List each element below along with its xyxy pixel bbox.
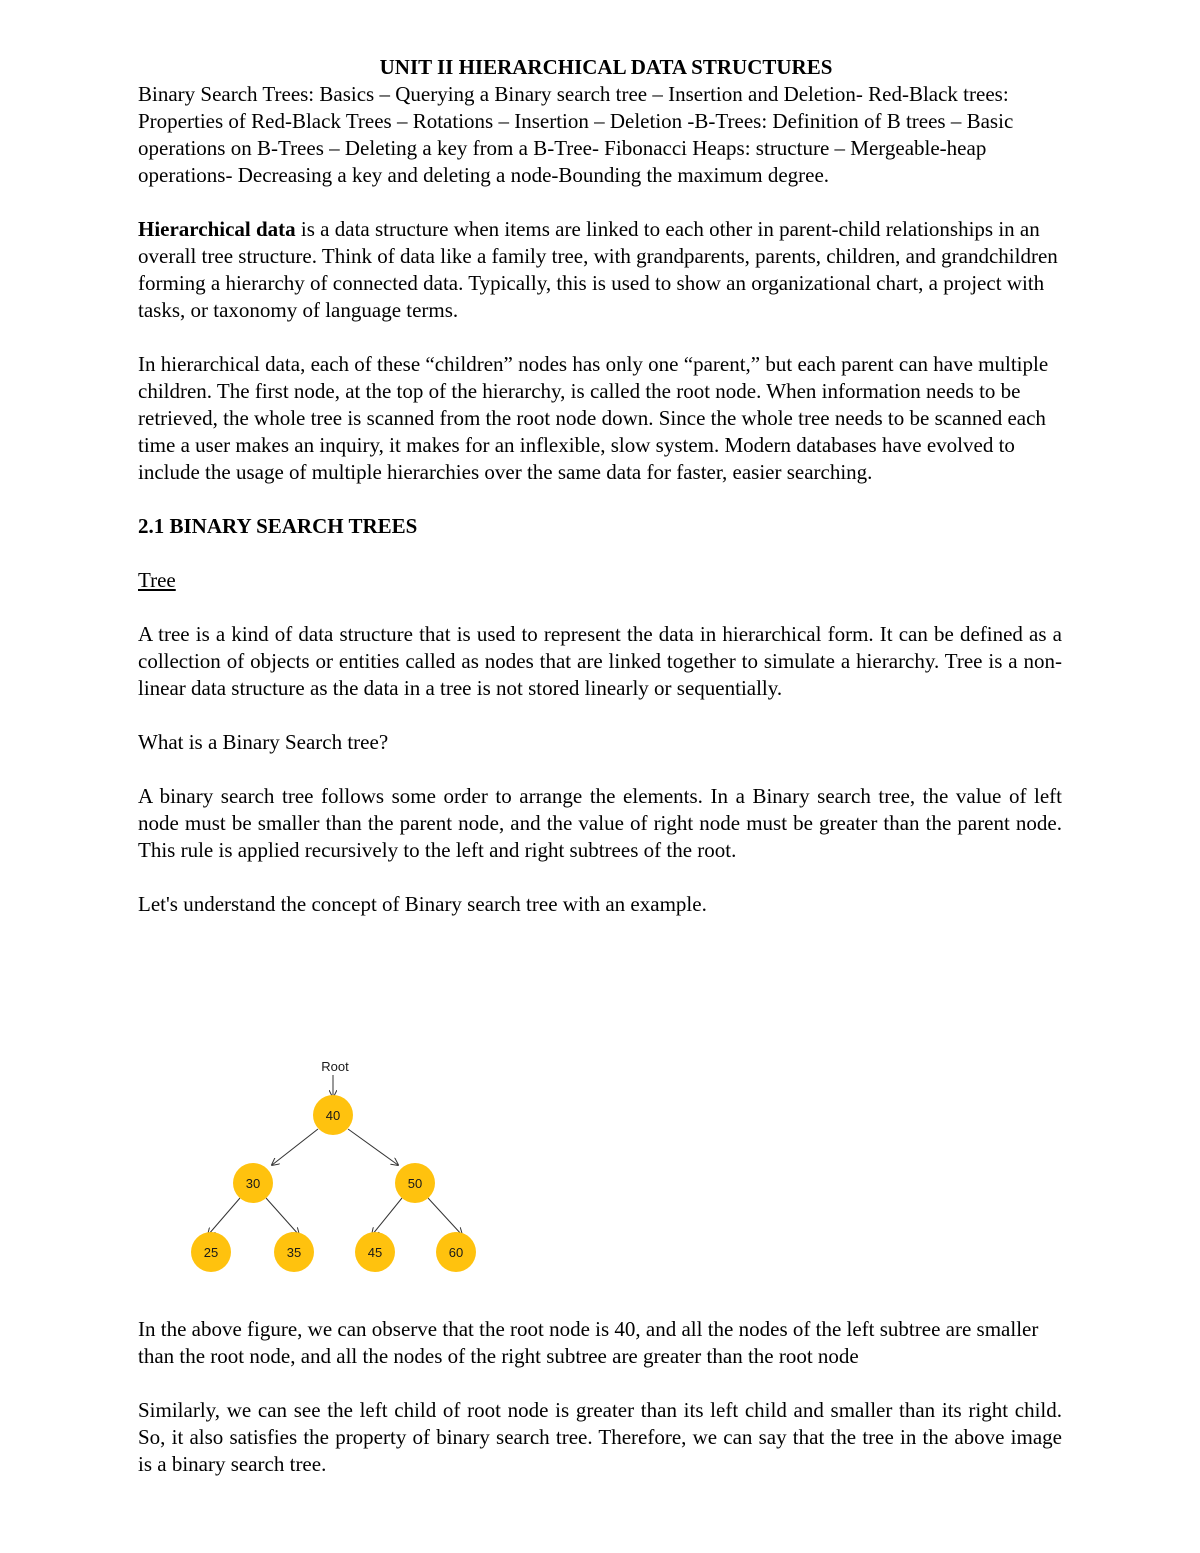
tree-subheading: Tree — [138, 568, 176, 592]
hierarchical-data-paragraph-2: In hierarchical data, each of these “children” nodes has only one “parent,” but each parent can have multiple children. The first node, at the top of the hierarchy, is called the root node. When information needs to be retrieved, the whole tree is scanned from the root node down. Since the whole tree needs to be scanned each time a user makes an inquiry, it makes for an inflexible, slow system. Modern databases have evolved to include the usage of multiple hierarchies over the same data for faster, easier searching. — [138, 352, 1049, 484]
tree-node-40 — [313, 1095, 353, 1135]
bst-definition-paragraph: A binary search tree follows some order to arrange the elements. In a Binary search tree, the value of left node must be smaller than the parent node, and the value of right node must be greater than the parent node. This rule is applied recursively to the left and right subtrees of the root. — [138, 784, 1062, 862]
unit-title: UNIT II HIERARCHICAL DATA STRUCTURES — [379, 55, 833, 79]
section-heading: 2.1 BINARY SEARCH TREES — [138, 514, 418, 538]
tree-node-label: 35 — [286, 1245, 302, 1260]
bst-question: What is a Binary Search tree? — [138, 730, 389, 754]
edge-50-60 — [428, 1198, 462, 1235]
document-page — [138, 54, 1062, 918]
edge-30-25 — [208, 1198, 240, 1235]
hierarchical-data-definition: is a data structure when items are linked to each other in parent-child relationships in an overall tree structure. Think of data like a family tree, with grandparents, parents, children, and grandchildren forming a hierarchy of connected data. Typically, this is used to show an organizational chart, a project with tasks, or taxonomy of language terms. — [138, 217, 1058, 322]
tree-node-label: 25 — [203, 1245, 219, 1260]
tree-node-60 — [436, 1232, 476, 1272]
tree-node-45 — [355, 1232, 395, 1272]
edge-40-50 — [348, 1129, 398, 1165]
bst-diagram — [184, 1052, 484, 1282]
tree-definition-paragraph: A tree is a kind of data structure that is used to represent the data in hierarchical form. It can be defined as a collection of objects or entities called as nodes that are linked together to simulate a hierarchy. Tree is a non-linear data structure as the data in a tree is not stored linearly or sequentially. — [138, 622, 1062, 700]
tree-node-label: 50 — [407, 1176, 423, 1191]
example-intro: Let's understand the concept of Binary search tree with an example. — [138, 892, 707, 916]
tree-node-25 — [191, 1232, 231, 1272]
hierarchical-data-paragraph — [138, 216, 1062, 324]
edge-30-35 — [266, 1198, 299, 1235]
edge-50-45 — [372, 1198, 402, 1235]
bst-figure — [184, 1052, 484, 1282]
root-label: Root — [321, 1059, 349, 1074]
tree-node-label: 40 — [325, 1108, 341, 1123]
tree-node-label: 45 — [367, 1245, 383, 1260]
tree-node-35 — [274, 1232, 314, 1272]
conclusion-paragraph: Similarly, we can see the left child of root node is greater than its left child and smaller than its right child. So, it also satisfies the property of binary search tree. Therefore, we can say that the tree in the above image is a binary search tree. — [138, 1398, 1062, 1476]
tree-node-50 — [395, 1163, 435, 1203]
tree-node-label: 60 — [448, 1245, 464, 1260]
tree-node-30 — [233, 1163, 273, 1203]
edge-40-30 — [272, 1129, 318, 1165]
figure-explanation-paragraph: In the above figure, we can observe that the root node is 40, and all the nodes of the left subtree are smaller than the root node, and all the nodes of the right subtree are greater than the root node — [138, 1317, 1039, 1368]
syllabus-paragraph: Binary Search Trees: Basics – Querying a Binary search tree – Insertion and Deletion- Red-Black trees: Properties of Red-Black Trees – Rotations – Insertion – Deletion -B-Trees: Definition of B trees – Basic operations on B-Trees – Deleting a key from a B-Tree- Fibonacci Heaps: structure – Mergeable-heap operations- Decreasing a key and deleting a node-Bounding the maximum degree. — [138, 82, 1014, 187]
after-figure-text — [138, 1316, 1062, 1478]
tree-node-label: 30 — [245, 1176, 261, 1191]
hierarchical-data-term: Hierarchical data — [138, 217, 296, 241]
